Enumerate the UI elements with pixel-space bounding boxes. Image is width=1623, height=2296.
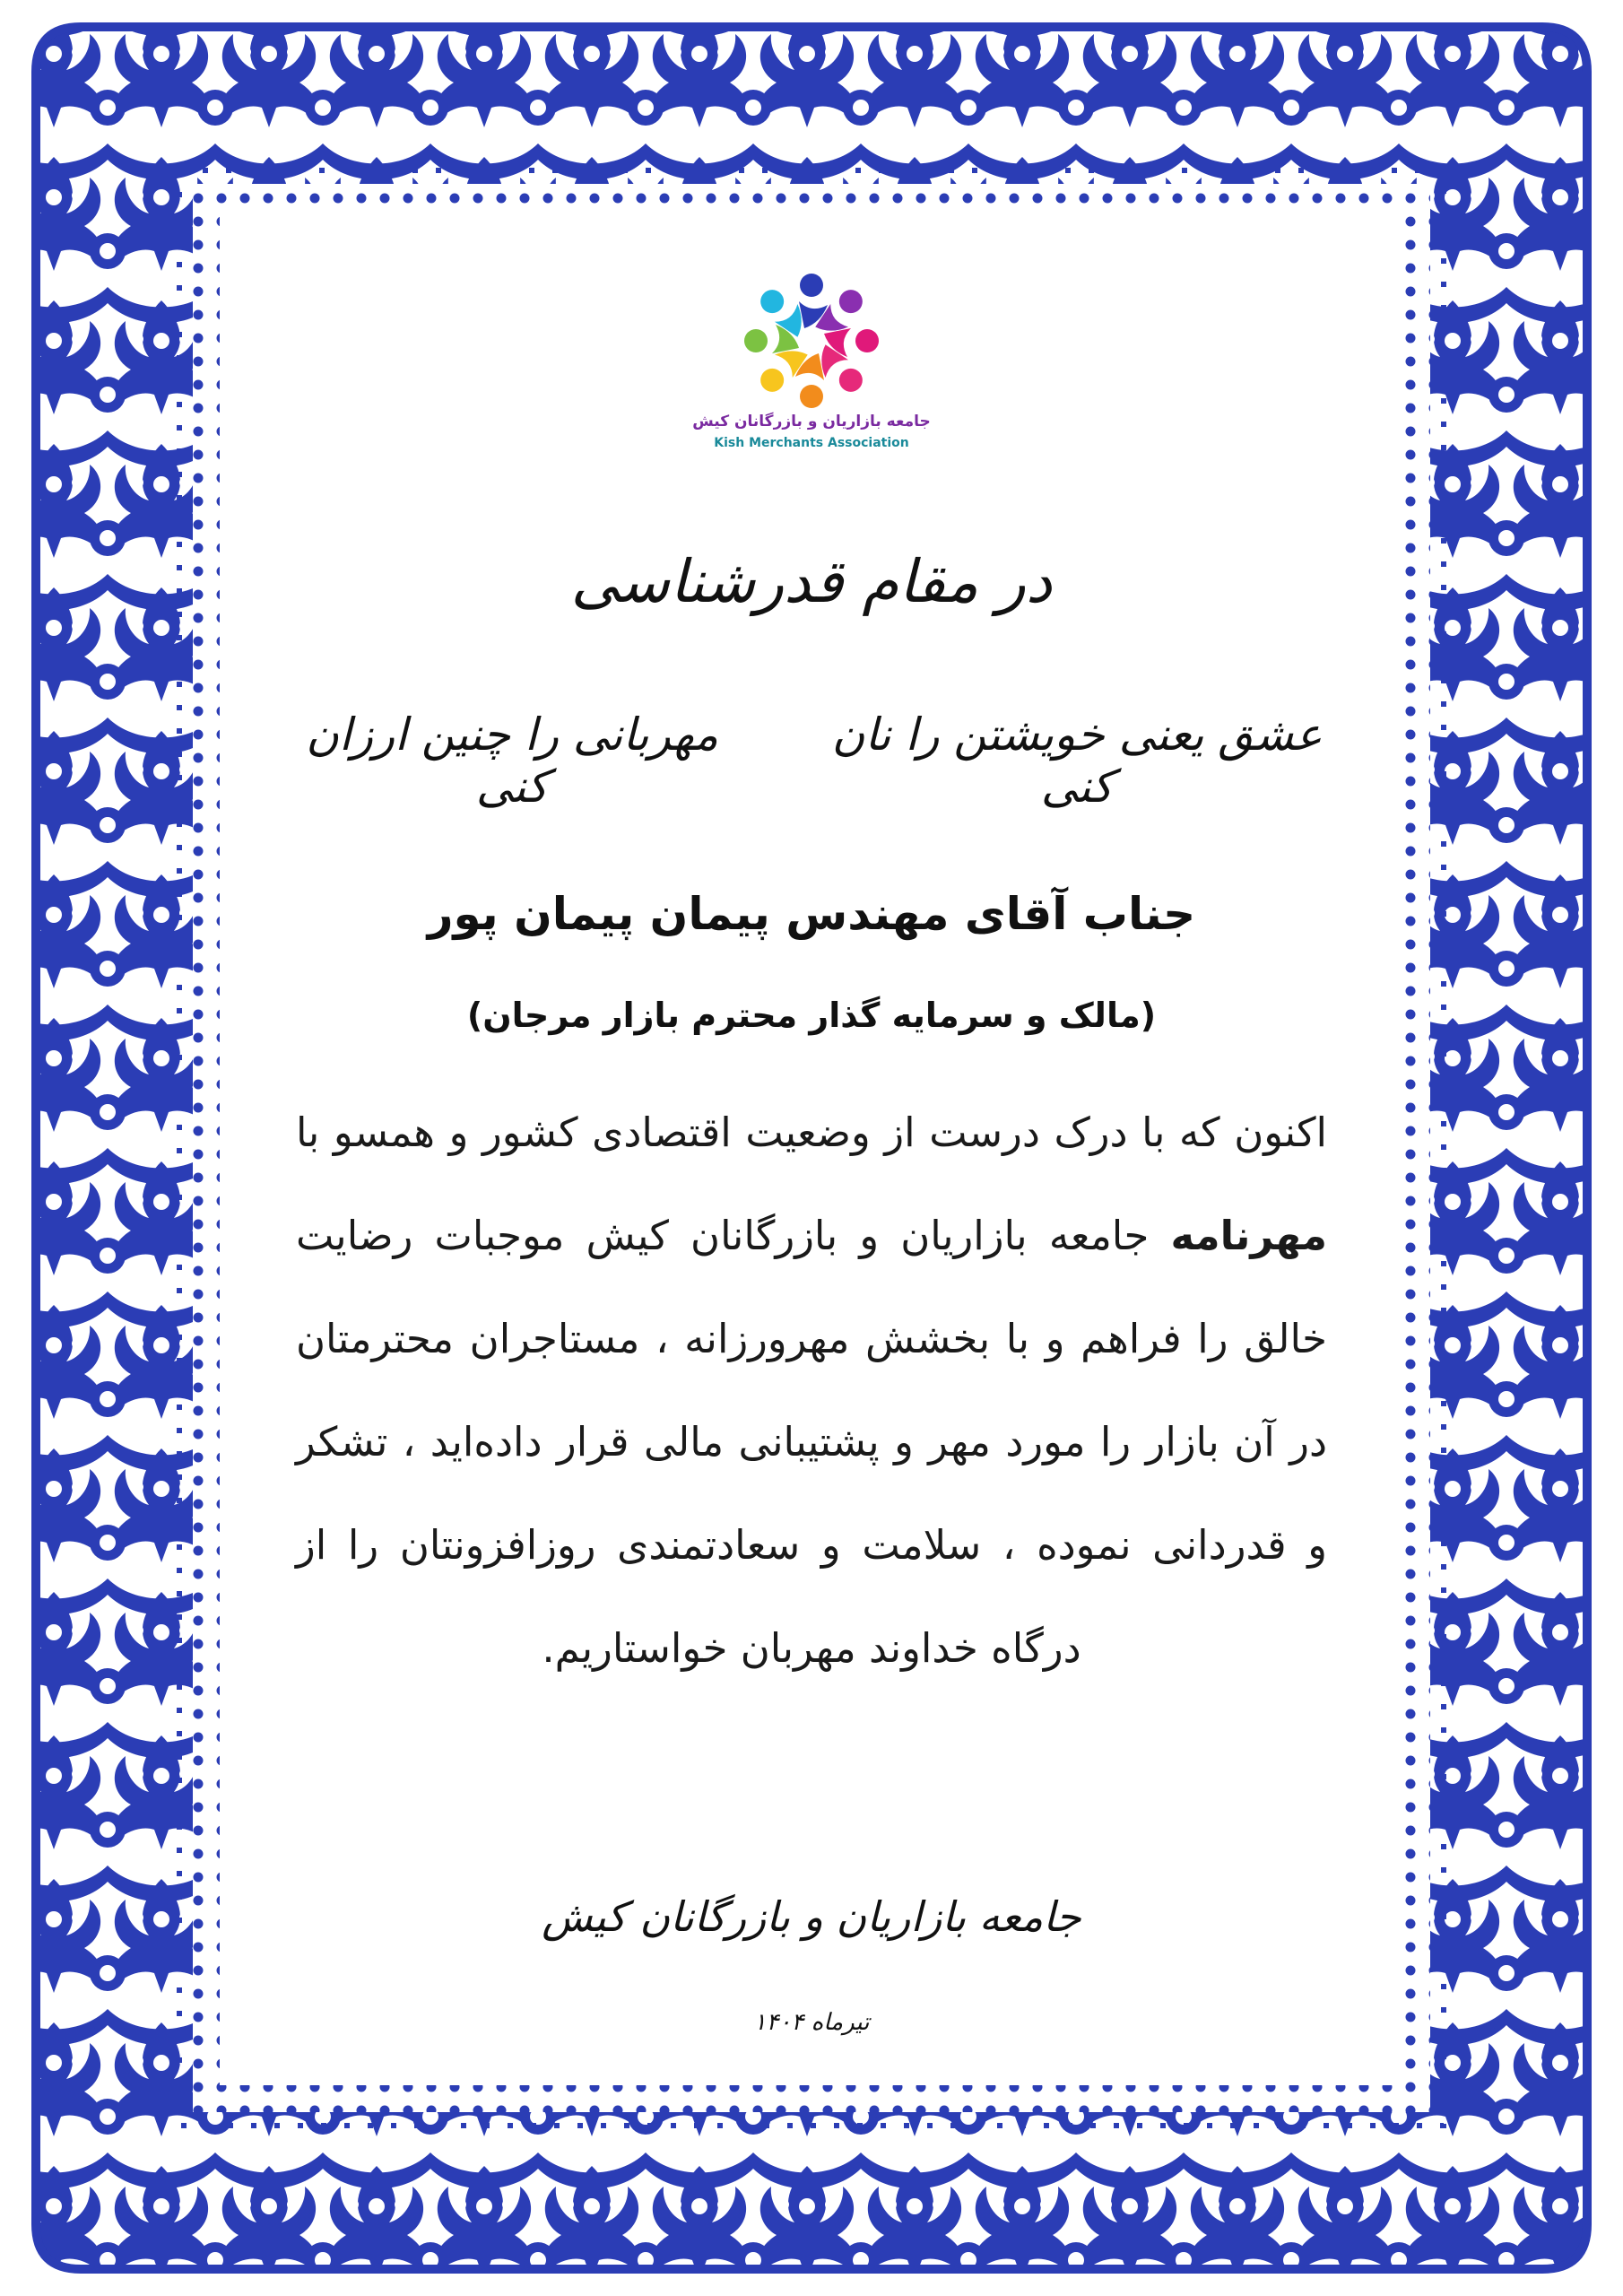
body-highlight: مهرنامه [1170, 1212, 1327, 1259]
logo-name-fa: جامعه بازاریان و بازرگانان کیش [692, 413, 931, 430]
poem-verse [296, 709, 1327, 813]
honoree-title: (مالک و سرمایه گذار محترم بازار مرجان) [466, 996, 1157, 1035]
verse-second-hemistich: مهربانی را چنین ارزان کنی [306, 709, 719, 813]
body-part-2: جامعه بازاریان و بازرگانان کیش موجبات رضایت خالق را فراهم و با بخشش مهرورزانه ، مستاجران محترمتان در آن بازار را مورد مهر و پشتیبانی مالی قرار داده‌اید ، تشکر و قدردانی نموده ، سلامت و سعادتمندی روزافزونتان را از درگاه خداوند مهربان خواستاریم. [296, 1212, 1327, 1672]
body-part-1: اکنون که با درک درست از وضعیت اقتصادی کشور و همسو با [296, 1109, 1327, 1156]
body-paragraph [296, 1081, 1327, 1700]
certificate-content [296, 206, 1327, 2090]
signature-org: جامعه بازاریان و بازرگانان کیش [542, 1892, 1081, 1941]
verse-first-hemistich: عشق یعنی خویشتن را نان کنی [831, 709, 1323, 813]
logo-name-en: Kish Merchants Association [714, 436, 909, 450]
certificate-heading: در مقام قدرشناسی [570, 547, 1053, 616]
honoree-name: جناب آقای مهندس پیمان پیمان پور [427, 888, 1196, 940]
signature-date: تیرماه ۱۴۰۴ [753, 2009, 870, 2036]
